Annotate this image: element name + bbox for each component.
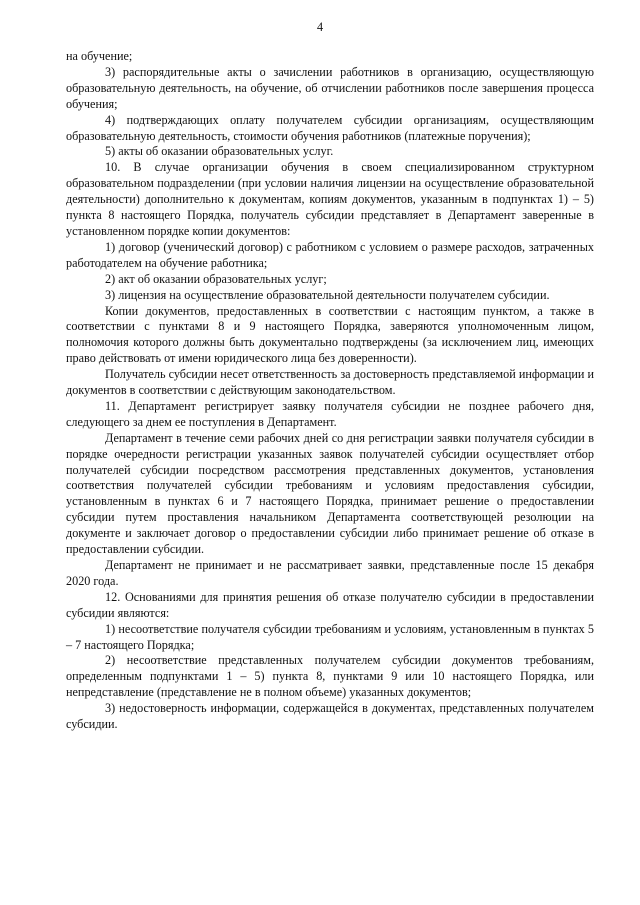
page-number: 4 (316, 20, 324, 34)
paragraph: 2) акт об оказании образовательных услуг; (105, 271, 327, 286)
paragraph: Получатель субсидии несет ответственность за достоверность представляемой информации и документов в соответствии с действующим законодательством. (66, 367, 594, 398)
paragraph: на обучение; (66, 49, 133, 63)
paragraph: 5) акты об оказании образовательных услуг. (105, 144, 334, 159)
paragraph: 1) договор (ученический договор) с работником с условием о размере расходов, затраченных работодателем на обучение работника; (66, 239, 594, 270)
paragraph: Копии документов, предоставленных в соответствии с настоящим пунктом, а также в соответствии с пунктами 8 и 9 настоящего Порядка, заверяются уполномоченным лицом, полномочия которого должны быть документально подтверждены (за исключением лиц, имеющих право действовать от имени юридического лица без доверенности). (66, 303, 594, 366)
paragraph: 10. В случае организации обучения в своем специализированном структурном образовательном подразделении (при условии наличия лицензии на осуществление образовательной деятельности) дополнительно к документам, копиям документов, указанным в подпунктах 1) – 5) пункта 8 настоящего Порядка, получатель субсидии представляет в Департамент заверенные в установленном порядке копии документов: (66, 160, 594, 238)
paragraph: 3) недостоверность информации, содержащейся в документах, представленных получателем субсидии. (66, 701, 594, 732)
paragraph: 1) несоответствие получателя субсидии требованиям и условиям, установленным в пунктах 5 – 7 настоящего Порядка; (66, 621, 594, 652)
paragraph: 11. Департамент регистрирует заявку получателя субсидии не позднее рабочего дня, следующего за днем ее поступления в Департамент. (66, 398, 594, 429)
paragraph: Департамент не принимает и не рассматривает заявки, представленные после 15 декабря 2020 года. (66, 558, 594, 588)
paragraph: 4) подтверждающих оплату получателем субсидии организациям, осуществляющим образовательную деятельность, стоимости обучения работников (платежные поручения); (66, 112, 594, 143)
paragraph: 12. Основаниями для принятия решения об отказе получателю субсидии в предоставлении субсидии являются: (66, 589, 594, 620)
document-body (66, 49, 594, 733)
paragraph: 2) несоответствие представленных получателем субсидии документов требованиям, определенным подпунктами 1 – 5) пункта 8, пунктами 9 или 10 настоящего Порядка, или непредставление (представление не в полном объеме) указанных документов; (66, 653, 594, 700)
paragraph: 3) лицензия на осуществление образовательной деятельности получателем субсидии. (105, 287, 550, 302)
paragraph: 3) распорядительные акты о зачислении работников в организацию, осуществляющую образовательную деятельность, на обучение, об отчислении работников после завершения процесса обучения; (66, 64, 594, 111)
paragraph: Департамент в течение семи рабочих дней со дня регистрации заявки получателя субсидии в порядке очередности регистрации указанных заявок получателей субсидии осуществляет отбор получателей субсидии посредством рассмотрения представленных документов, установления соответствия получателей субсидии требованиям и условиям предоставления субсидии, установленным в пунктах 6 и 7 настоящего Порядка, принимает решение о предоставлении субсидии путем проставления начальником Департамента соответствующей резолюции на документе и заключает договор о предоставлении субсидии либо принимает решение об отказе в предоставлении субсидии. (66, 430, 594, 557)
